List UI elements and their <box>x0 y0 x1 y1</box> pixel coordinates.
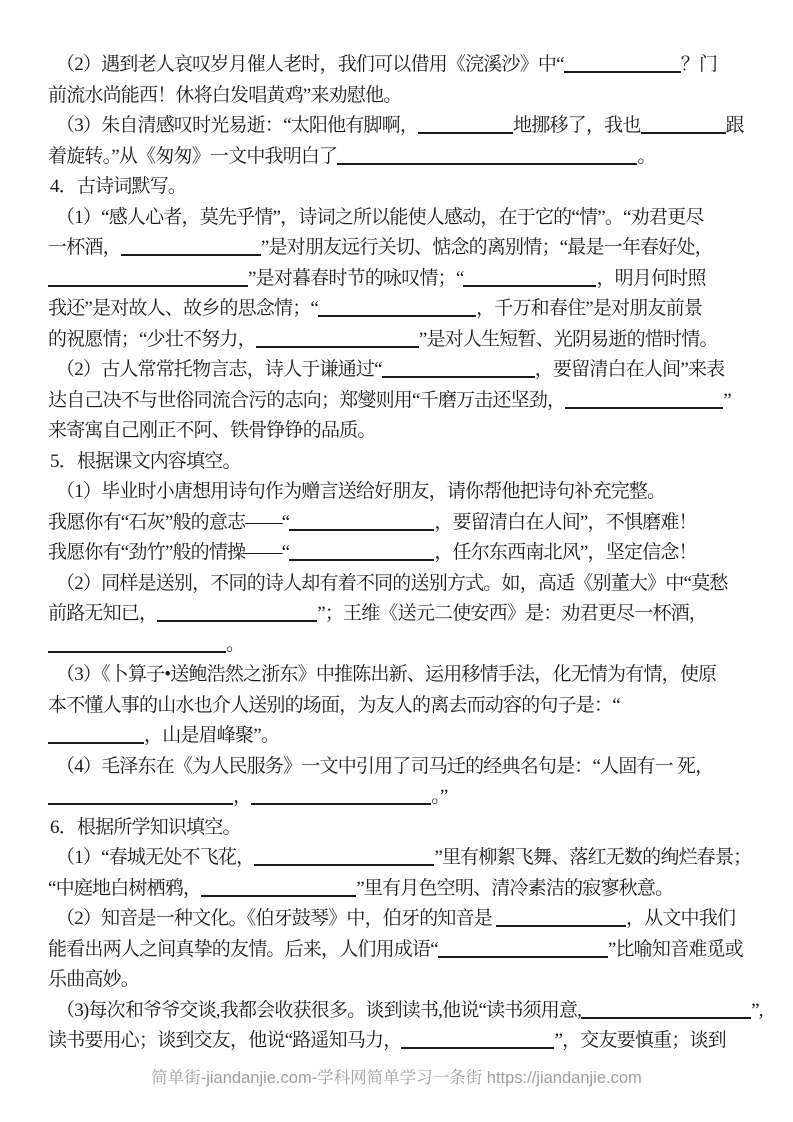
answer-blank <box>581 1003 751 1019</box>
answer-blank <box>251 789 431 805</box>
text-segment: （2）古人常常托物言志，诗人于谦通过“ <box>56 359 382 380</box>
text-line <box>48 721 753 752</box>
text-line <box>48 233 753 264</box>
text-line <box>48 996 763 1027</box>
text-segment: 的祝愿情；“少壮不努力， <box>48 328 256 350</box>
text-segment: 前路无知已， <box>48 603 158 624</box>
text-segment: ，要留清白在人间”，不惧磨难！ <box>434 511 697 533</box>
text-segment: 着旋转。”从《匆匆》一文中我明白了 <box>48 145 338 167</box>
text-segment: ”里有柳絮飞舞、落红无数的绚烂春景； <box>434 847 752 868</box>
text-line <box>48 935 753 966</box>
text-segment: ”，交友要慎重；谈到 <box>554 1030 726 1051</box>
text-segment: 读书要用心；谈到交友，他说“路遥知马力， <box>48 1030 402 1051</box>
text-line <box>48 203 753 234</box>
answer-blank <box>121 240 261 256</box>
text-line <box>48 172 753 203</box>
text-segment: （1）“感人心者，莫先乎情”，诗词之所以能使人感动，在于它的“情”。“劝君更尽 <box>56 206 704 228</box>
text-segment: （1）“春城无处不飞花， <box>56 847 255 868</box>
text-line <box>48 874 753 905</box>
answer-blank <box>382 362 535 378</box>
answer-blank <box>256 332 419 348</box>
answer-blank <box>48 637 226 653</box>
text-line <box>48 904 753 935</box>
text-segment: ，要留清白在人间”来表 <box>534 359 725 380</box>
text-line <box>48 477 753 508</box>
text-segment: 一杯酒， <box>48 237 121 258</box>
text-segment: ， <box>233 786 252 807</box>
footer-watermark: 简单街-jiandanjie.com-学科网简单学习一条街 https://jiandanjie.com <box>151 1069 642 1087</box>
text-segment: （2）知音是一种文化。《伯牙鼓琴》中，伯牙的知音是 <box>56 908 496 929</box>
text-segment: 4．古诗词默写。 <box>50 176 187 197</box>
text-segment: （4）毛泽东在《为人民服务》一文中引用了司马迁的经典名句是：“人固有一 死， <box>56 755 714 777</box>
text-line <box>48 142 753 173</box>
text-line <box>48 416 753 447</box>
text-line <box>48 752 753 783</box>
text-line <box>48 386 753 417</box>
text-segment: ，山是眉峰聚”。 <box>144 725 280 746</box>
text-segment: ？门 <box>680 54 718 75</box>
answer-blank <box>48 789 233 805</box>
text-segment: 地挪移了，我也 <box>513 115 641 136</box>
text-line <box>48 355 753 386</box>
answer-blank <box>157 606 317 622</box>
text-line <box>48 569 753 600</box>
answer-blank <box>48 271 248 287</box>
answer-blank <box>438 942 608 958</box>
text-segment: ，从文中我们 <box>625 908 736 929</box>
text-segment: （2）同样是送别，不同的诗人却有着不同的送别方式。如，高适《别董大》中“莫愁 <box>56 572 728 594</box>
text-line <box>48 447 753 478</box>
text-segment: 我愿你有“劲竹”般的情操——“ <box>48 542 290 563</box>
text-segment: 。 <box>226 633 245 655</box>
answer-blank <box>564 57 681 73</box>
text-segment: （3)每次和爷爷交谈,我都会收获很多。谈到读书,他说“读书须用意, <box>56 999 582 1021</box>
text-line <box>48 508 753 539</box>
text-segment: ”里有月色空明、清冷素洁的寂寥秋意。 <box>356 877 674 899</box>
text-segment: （1）毕业时小唐想用诗句作为赠言送给好朋友，请你帮他把诗句补充完整。 <box>56 481 666 502</box>
text-segment: （3）《卜算子•送鲍浩然之浙东》中推陈出新、运用移情手法，化无情为有情，使原 <box>56 664 717 685</box>
text-line <box>48 81 753 112</box>
text-line <box>48 111 753 142</box>
answer-blank <box>254 850 434 866</box>
text-segment: 能看出两人之间真挚的友情。后来，人们用成语“ <box>48 938 438 960</box>
text-segment: 6．根据所学知识填空。 <box>50 816 241 838</box>
text-line <box>48 965 753 996</box>
text-segment: 本不懂人事的山水也介人送别的场面，为友人的离去而动容的句子是：“ <box>48 694 620 716</box>
text-segment: 我愿你有“石灰”般的意志——“ <box>48 511 290 533</box>
text-segment: ”, <box>751 999 763 1021</box>
text-line <box>48 691 753 722</box>
text-segment: 来寄寓自己刚正不阿、铁骨铮铮的品质。 <box>48 420 376 441</box>
text-line <box>48 294 753 325</box>
text-line <box>48 843 753 874</box>
text-line <box>48 1026 753 1057</box>
text-segment: 我还”是对故人、故乡的思念情；“ <box>48 298 319 319</box>
text-segment: 。” <box>431 786 448 807</box>
text-line <box>48 50 753 81</box>
text-segment: （2）遇到老人哀叹岁月催人老时，我们可以借用《浣溪沙》中“ <box>56 54 564 75</box>
text-line <box>48 782 753 813</box>
text-segment: “中庭地白树栖鸦， <box>48 877 202 899</box>
answer-blank <box>418 118 513 134</box>
text-line <box>48 599 753 630</box>
answer-blank <box>289 515 434 531</box>
answer-blank <box>565 393 723 409</box>
answer-blank <box>401 1033 554 1049</box>
text-segment: ”是对朋友远行关切、惦念的离别情；“最是一年春好处， <box>260 237 713 258</box>
text-segment: ，千万和春住”是对朋友前景 <box>476 298 703 319</box>
text-line <box>48 264 753 295</box>
answer-blank <box>318 301 476 317</box>
text-segment: ”是对人生短暂、光阴易逝的惜时情。 <box>418 328 718 350</box>
text-line <box>48 538 753 569</box>
text-segment: ”是对暮春时节的咏叹情；“ <box>248 267 464 289</box>
answer-blank <box>496 911 626 927</box>
text-segment: 前流水尚能西！休将白发唱黄鸡”来劝慰他。 <box>48 84 402 106</box>
text-segment: ” <box>723 389 731 411</box>
answer-blank <box>641 118 726 134</box>
text-segment: ，明月何时照 <box>596 267 706 289</box>
answer-blank <box>48 728 144 744</box>
text-line <box>48 813 753 844</box>
text-segment: ”；王维《送元二使安西》是：劝君更尽一杯酒， <box>317 603 708 624</box>
text-segment: ，任尔东西南北风”，坚定信念！ <box>434 542 697 563</box>
answer-blank <box>463 271 596 287</box>
text-segment: 。 <box>637 145 656 167</box>
text-segment: 5．根据课文内容填空。 <box>50 450 241 472</box>
text-line <box>48 630 753 661</box>
text-segment: 跟 <box>725 115 744 136</box>
text-segment: （3）朱自清感叹时光易逝：“太阳他有脚啊， <box>56 115 419 136</box>
text-line <box>48 325 753 356</box>
text-segment: 乐曲高妙。 <box>48 969 140 990</box>
answer-blank <box>289 545 434 561</box>
text-segment: ”比喻知音难觅或 <box>607 938 743 960</box>
text-segment: 达自己决不与世俗同流合污的志向；郑燮则用“千磨万击还坚劲， <box>48 389 566 411</box>
answer-blank <box>201 881 356 897</box>
answer-blank <box>337 149 637 165</box>
text-line <box>48 660 753 691</box>
